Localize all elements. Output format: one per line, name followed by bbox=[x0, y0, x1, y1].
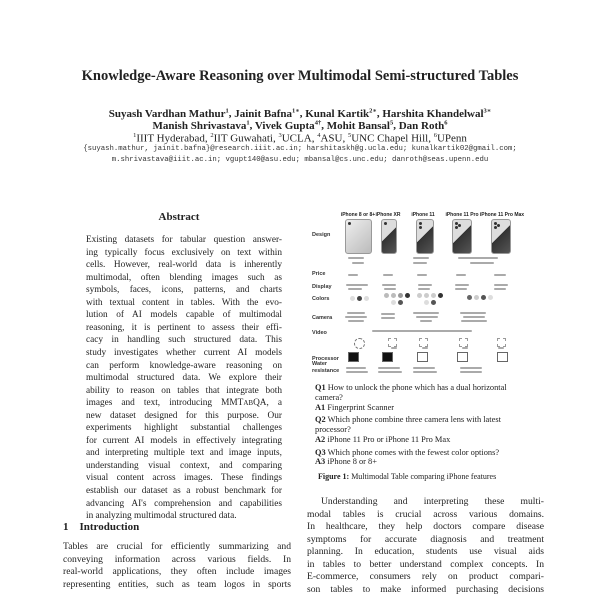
text-line: multimodal, often blending images such as bbox=[86, 272, 282, 283]
cell-text bbox=[494, 284, 508, 286]
figure-caption: Figure 1: Multimodal Table comparing iPhone features bbox=[318, 472, 497, 481]
text-line: Existing datasets for tabular question answer- bbox=[86, 235, 282, 245]
cell-text bbox=[413, 312, 439, 314]
text-line: in analyzing multimodal structured data. bbox=[86, 511, 237, 522]
cell-text bbox=[494, 288, 506, 290]
camera-lens-icon bbox=[384, 222, 387, 225]
answer-label: A1 bbox=[315, 403, 326, 412]
cell-text bbox=[458, 257, 498, 259]
question-continued: camera? bbox=[315, 393, 343, 402]
text-line: with textual content in tables. With the evo- bbox=[86, 297, 282, 308]
authors-line-2: Manish Shrivastava$^1$, Vivek Gupta$^{4\dagger}$, Mohit Bansal$^5$, Dan Roth$^6$ bbox=[152, 119, 448, 132]
color-swatch bbox=[431, 300, 436, 305]
text-line: reasoning, it is pertinent to assess their effi- bbox=[86, 322, 282, 333]
text-line: for current AI models in effectively integrating bbox=[86, 435, 282, 446]
camera-lens-icon bbox=[419, 222, 422, 225]
cell-text bbox=[413, 257, 429, 259]
face-id-icon bbox=[388, 338, 397, 347]
cell-text bbox=[381, 317, 395, 319]
row-label: Processor bbox=[312, 356, 339, 362]
cell-text bbox=[372, 330, 472, 332]
text-line: conveying information across various fields. In bbox=[63, 553, 291, 565]
cell-text bbox=[460, 312, 486, 314]
cell-text bbox=[461, 320, 487, 322]
cell-text bbox=[413, 367, 435, 369]
text-line: understanding visual context, and comparing bbox=[86, 460, 282, 471]
fingerprint-icon bbox=[354, 338, 365, 349]
text-line: symptoms for accurate diagnosis and treatment bbox=[307, 533, 544, 545]
text-line: Understanding and interpreting these multi- bbox=[321, 496, 544, 507]
text-line: ability to reason on tables that integrate both bbox=[86, 385, 282, 396]
color-swatch bbox=[398, 293, 403, 298]
cell-text bbox=[348, 320, 364, 322]
row-label: Camera bbox=[312, 315, 333, 321]
color-swatch bbox=[467, 295, 472, 300]
cell-text bbox=[418, 284, 432, 286]
column-header: iPhone 8 or 8+ bbox=[340, 212, 376, 218]
text-line: new dataset designed for this purpose. Our bbox=[86, 410, 282, 421]
camera-lens-icon bbox=[458, 224, 461, 227]
text-line: symbols, faces, icons, patterns, and charts bbox=[86, 285, 282, 296]
camera-lens-icon bbox=[348, 222, 351, 225]
text-line: visual content across images. These findings bbox=[86, 473, 282, 484]
text-line: lution of AI models capable of multimodal bbox=[86, 310, 282, 321]
cell-text bbox=[470, 262, 494, 264]
cell-text bbox=[418, 288, 430, 290]
processor-chip-icon bbox=[382, 352, 393, 362]
question-label: Q2 bbox=[315, 415, 326, 424]
cell-text bbox=[348, 288, 362, 290]
text-line: can perform knowledge-aware reasoning on bbox=[86, 360, 282, 371]
phone-image bbox=[452, 219, 472, 254]
text-line: images and text, introducing MMTabQA, a bbox=[86, 398, 282, 409]
text-line: son tables to make informed purchasing decisions bbox=[307, 583, 544, 595]
cell-text bbox=[378, 367, 400, 369]
text-line: cells. However, real-world data is inherently bbox=[86, 260, 282, 271]
row-label: Video bbox=[312, 330, 327, 336]
author: Jainit Bafna$^{1∗}$ bbox=[234, 107, 300, 120]
face-id-icon bbox=[459, 338, 468, 347]
text-line: experiments highlight substantial challenges bbox=[86, 423, 282, 434]
column-header: iPhone 11 Pro Max bbox=[479, 212, 525, 218]
color-swatch bbox=[417, 293, 422, 298]
text-line: ing typically focus exclusively on text within bbox=[86, 247, 282, 258]
text-line: study investigates whether current AI models bbox=[86, 347, 282, 358]
color-swatch bbox=[350, 296, 355, 301]
text-line: establish our dataset as a robust benchmark for bbox=[86, 486, 282, 496]
row-label: Price bbox=[312, 271, 326, 277]
authors-line-1: Suyash Vardhan Mathur$^1$, Jainit Bafna$^{1∗}$, Kunal Kartik$^{2∗}$, Harshita Khandelwal$^{3∗}$ bbox=[108, 107, 492, 120]
author: Vivek Gupta$^{4\dagger}$ bbox=[254, 119, 322, 132]
color-swatch bbox=[424, 300, 429, 305]
emails-line-1: {suyash.mathur, jainit.bafna}@research.iiit.ac.in; harshitaskh@g.ucla.edu; kunalkartik02@gmail.com; bbox=[83, 145, 517, 153]
introduction-heading bbox=[63, 521, 139, 533]
cell-text bbox=[384, 288, 396, 290]
abstract-heading: Abstract bbox=[158, 211, 200, 223]
cell-text bbox=[383, 274, 393, 276]
cell-text bbox=[347, 312, 365, 314]
paper-title: Knowledge-Aware Reasoning over Multimodal Semi-structured Tables bbox=[81, 68, 519, 84]
color-swatch bbox=[391, 300, 396, 305]
cell-text bbox=[462, 347, 468, 349]
phone-image bbox=[381, 219, 397, 254]
answer-text: iPhone 11 Pro or iPhone 11 Pro Max bbox=[327, 435, 451, 444]
author: Mohit Bansal$^5$ bbox=[326, 119, 394, 132]
column-header: iPhone 11 Pro bbox=[445, 212, 479, 218]
color-swatch bbox=[357, 296, 362, 301]
text-line: representing entities, such as team logos in sports bbox=[63, 578, 291, 590]
row-label: Water resistance bbox=[312, 361, 340, 374]
text-line: In healthcare, they help doctors compare disease bbox=[307, 521, 544, 532]
processor-chip-icon bbox=[417, 352, 428, 362]
text-line: real-world applications, they often include images bbox=[63, 566, 291, 577]
cell-text bbox=[346, 284, 368, 286]
cell-text bbox=[391, 347, 397, 349]
column-header: iPhone XR bbox=[375, 212, 401, 218]
color-swatch bbox=[364, 296, 369, 301]
cell-text bbox=[463, 316, 485, 318]
author: Manish Shrivastava$^1$ bbox=[152, 119, 250, 132]
answer-text: Fingerprint Scanner bbox=[327, 403, 395, 412]
color-swatch bbox=[438, 293, 443, 298]
phone-image bbox=[345, 219, 372, 254]
cell-text bbox=[382, 284, 396, 286]
section-title: Introduction bbox=[79, 521, 140, 533]
color-swatch bbox=[391, 293, 396, 298]
cell-text bbox=[494, 274, 506, 276]
answer bbox=[315, 435, 450, 445]
cell-text bbox=[381, 313, 395, 315]
text-line: advancing AI's comprehension and capabilities bbox=[86, 498, 282, 509]
text-line: Tables are crucial for efficiently summarizing and bbox=[63, 541, 291, 552]
cell-text bbox=[413, 262, 427, 264]
phone-image bbox=[491, 219, 511, 254]
answer-label: A3 bbox=[315, 457, 326, 466]
color-swatch bbox=[398, 300, 403, 305]
author: Dan Roth$^6$ bbox=[398, 119, 448, 132]
affiliations: $^1$IIIT Hyderabad, $^2$IIT Guwahati, $^3$UCLA, $^4$ASU, $^5$UNC Chapel Hill, $^6$UPenn bbox=[133, 132, 467, 145]
camera-lens-icon bbox=[497, 224, 500, 227]
answer bbox=[315, 403, 394, 413]
author: Harshita Khandelwal$^{3∗}$ bbox=[382, 107, 492, 120]
face-id-icon bbox=[419, 338, 428, 347]
question-continued: processor? bbox=[315, 425, 351, 434]
cell-text bbox=[378, 371, 402, 373]
emails-line-2: m.shrivastava@iiit.ac.in; vgupt140@asu.edu; mbansal@cs.unc.edu; danroth@seas.upenn.edu bbox=[111, 156, 489, 164]
text-line: and interpreting multiple text and image inputs, bbox=[86, 448, 282, 459]
row-label: Colors bbox=[312, 296, 330, 302]
text-line: in tables to better understand complex concepts. In bbox=[307, 558, 544, 570]
color-swatch bbox=[431, 293, 436, 298]
camera-lens-icon bbox=[419, 226, 422, 229]
cell-text bbox=[348, 257, 364, 259]
question-text: Which phone comes with the fewest color options? bbox=[327, 448, 500, 457]
cell-text bbox=[345, 316, 367, 318]
question-label: Q1 bbox=[315, 383, 326, 392]
color-swatch bbox=[488, 295, 493, 300]
cell-text bbox=[455, 288, 467, 290]
row-label: Display bbox=[312, 284, 332, 290]
answer bbox=[315, 457, 377, 467]
color-swatch bbox=[384, 293, 389, 298]
color-swatch bbox=[474, 295, 479, 300]
cell-text bbox=[352, 262, 364, 264]
face-id-icon bbox=[497, 338, 506, 347]
section-number: 1 bbox=[63, 521, 69, 533]
row-label: Design bbox=[312, 232, 331, 238]
cell-text bbox=[455, 284, 469, 286]
question-label: Q3 bbox=[315, 448, 326, 457]
cell-text bbox=[460, 371, 482, 373]
text-line: cacy in handling such structured data. This bbox=[86, 335, 282, 346]
cell-text bbox=[422, 347, 428, 349]
color-swatch bbox=[424, 293, 429, 298]
cell-text bbox=[420, 320, 432, 322]
cell-text bbox=[417, 274, 427, 276]
cell-text bbox=[346, 367, 366, 369]
text-line: planning. In education, students use visual aids bbox=[307, 546, 544, 557]
color-swatch bbox=[405, 293, 410, 298]
author: Kunal Kartik$^{2∗}$ bbox=[305, 107, 377, 120]
processor-chip-icon bbox=[457, 352, 468, 362]
author: Suyash Vardhan Mathur$^1$ bbox=[108, 107, 229, 120]
cell-text bbox=[498, 347, 504, 349]
column-header: iPhone 11 bbox=[411, 212, 435, 218]
cell-text bbox=[348, 274, 358, 276]
question-text: How to unlock the phone which has a dual horizontal bbox=[327, 383, 507, 392]
question-text: Which phone combine three camera lens with latest bbox=[327, 415, 501, 424]
cell-text bbox=[413, 371, 437, 373]
text-line: E-commerce, consumers rely on product compari- bbox=[307, 571, 544, 582]
question bbox=[315, 415, 501, 425]
cell-text bbox=[460, 367, 482, 369]
processor-chip-icon bbox=[348, 352, 359, 362]
cell-text bbox=[416, 316, 438, 318]
color-swatch bbox=[481, 295, 486, 300]
question bbox=[315, 383, 507, 393]
text-line: modal tables is crucial across various domains. bbox=[307, 508, 544, 520]
cell-text bbox=[456, 274, 466, 276]
answer-label: A2 bbox=[315, 435, 326, 444]
phone-image bbox=[416, 219, 434, 254]
answer-text: iPhone 8 or 8+ bbox=[327, 457, 377, 466]
text-line: multimodal structured data. We explore their bbox=[86, 373, 282, 384]
processor-chip-icon bbox=[497, 352, 508, 362]
cell-text bbox=[346, 371, 368, 373]
